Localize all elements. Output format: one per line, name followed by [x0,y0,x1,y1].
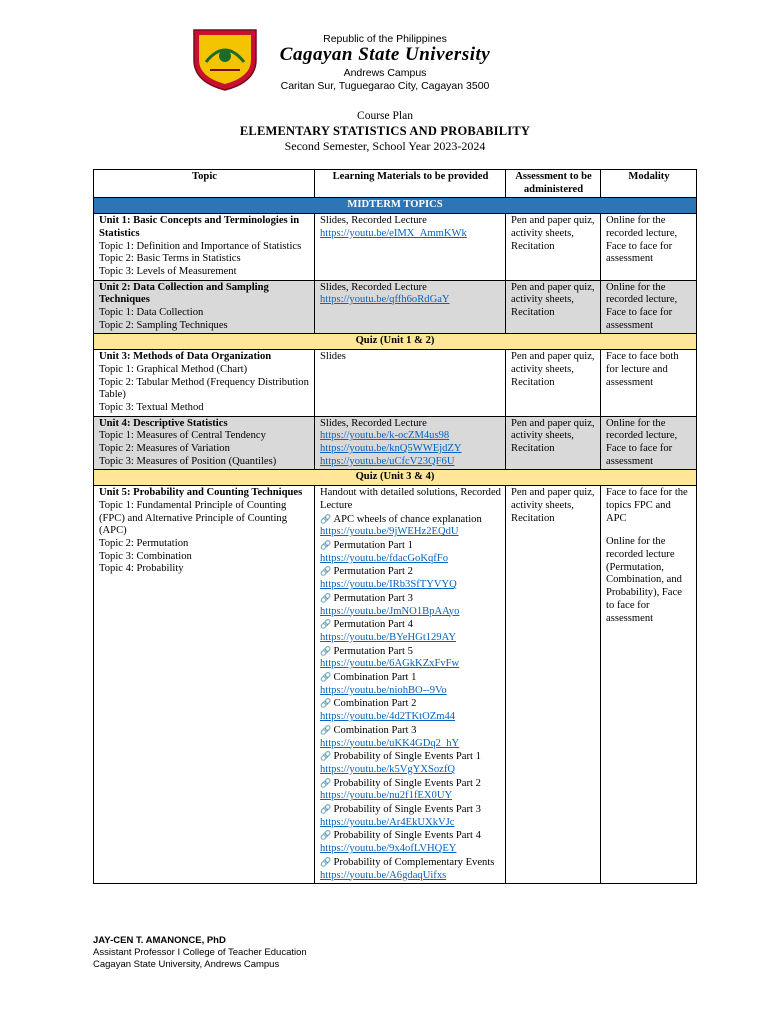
table-header-row [94,170,697,198]
unit2-topic-1: Topic 1: Data Collection [99,307,204,319]
unit5-modality-cell [601,486,697,884]
unit2-video-link[interactable]: https://youtu.be/qffh6oRdGaY [320,294,450,306]
author-institution: Cagayan State University, Andrews Campus [93,959,280,970]
spacer [606,525,692,536]
video-title: Permutation Part 5 [333,645,413,657]
video-link[interactable]: https://youtu.be/9jWEHz2EQdU [320,526,459,538]
link-icon: 🔗 [320,592,334,603]
video-link[interactable]: https://youtu.be/nu2f1fEX0UY [320,790,453,802]
unit1-topic-2: Topic 2: Basic Terms in Statistics [99,253,241,265]
unit4-topic-1: Topic 1: Measures of Central Tendency [99,430,266,442]
unit1-assessment: Pen and paper quiz, activity sheets, Recitation [506,214,601,281]
link-icon: 🔗 [320,830,334,841]
video-label [320,829,501,843]
unit5-topic-4: Topic 4: Probability [99,563,184,575]
unit3-materials: Slides [315,350,506,417]
course-plan-table [93,169,697,884]
unit4-assessment: Pen and paper quiz, activity sheets, Recitation [506,416,601,470]
link-icon: 🔗 [320,724,334,735]
unit4-topic-cell [94,416,315,470]
video-label [320,697,501,711]
unit3-title: Unit 3: Methods of Data Organization [99,351,272,363]
unit3-topic-3: Topic 3: Textual Method [99,401,204,413]
unit1-video-link[interactable]: https://youtu.be/eIMX_AmmKWk [320,227,467,239]
video-label [320,803,501,817]
video-list [320,513,501,883]
quiz1-label: Quiz (Unit 1 & 2) [94,334,697,350]
unit1-topic-3: Topic 3: Levels of Measurement [99,265,237,277]
campus-name: Andrews Campus [343,67,427,79]
link-icon: 🔗 [320,539,334,550]
video-title: Combination Part 3 [333,724,417,736]
unit5-materials: Handout with detailed solutions, Recorded Lecture [320,487,501,511]
video-link[interactable]: https://youtu.be/Ar4EkUXkVJc [320,816,455,828]
link-icon: 🔗 [320,777,334,788]
unit2-materials: Slides, Recorded Lecture [320,281,427,293]
table-row [94,486,697,884]
video-link[interactable]: https://youtu.be/k5VgYXSozfQ [320,763,456,775]
video-link[interactable]: https://youtu.be/IRb3SfTYVYQ [320,579,457,591]
unit3-topic-2: Topic 2: Tabular Method (Frequency Distribution Table) [99,376,309,401]
unit5-assessment: Pen and paper quiz, activity sheets, Recitation [506,486,601,884]
video-title: APC wheels of chance explanation [333,513,482,525]
unit5-title: Unit 5: Probability and Counting Techniques [99,487,303,499]
course-title: ELEMENTARY STATISTICS AND PROBABILITY [239,124,531,138]
video-title: Permutation Part 3 [333,592,413,604]
video-label [320,750,501,764]
video-link[interactable]: https://youtu.be/9x4ofLVHQEY [320,843,457,855]
video-link[interactable]: https://youtu.be/niohBO--9Vo [320,684,447,696]
unit4-video-link-2[interactable]: https://youtu.be/knQ5WWEjdZY [320,443,462,455]
video-link[interactable]: https://youtu.be/6AGkKZxFvFw [320,658,460,670]
unit3-assessment: Pen and paper quiz, activity sheets, Recitation [506,350,601,417]
unit3-topic-1: Topic 1: Graphical Method (Chart) [99,363,248,375]
video-label [320,539,501,553]
unit2-assessment: Pen and paper quiz, activity sheets, Recitation [506,280,601,334]
unit4-title: Unit 4: Descriptive Statistics [99,417,228,429]
video-link[interactable]: https://youtu.be/JmNO1BpAAyo [320,605,460,617]
header-assessment: Assessment to be administered [506,170,601,198]
table-row [94,280,697,334]
header-modality: Modality [601,170,697,198]
semester-label: Second Semester, School Year 2023-2024 [284,139,486,153]
unit5-topic-1: Topic 1: Fundamental Principle of Counting (FPC) and Alternative Principle of Counting (APC) [99,499,288,537]
unit2-topic-2: Topic 2: Sampling Techniques [99,319,228,331]
unit5-materials-cell [315,486,506,884]
link-icon: 🔗 [320,856,334,867]
video-link[interactable]: https://youtu.be/fdacGoKqfFo [320,552,448,564]
doc-type: Course Plan [357,110,413,122]
video-label [320,671,501,685]
unit4-materials-cell [315,416,506,470]
video-link[interactable]: https://youtu.be/BYeHGt129AY [320,631,456,643]
video-title: Probability of Complementary Events [333,856,495,868]
link-icon: 🔗 [320,566,334,577]
unit4-topic-3: Topic 3: Measures of Position (Quantiles) [99,455,277,467]
link-icon: 🔗 [320,804,334,815]
video-label [320,856,501,870]
video-label [320,513,501,527]
unit2-topic-cell [94,280,315,334]
video-title: Combination Part 2 [333,698,417,710]
author-position: Assistant Professor I College of Teacher Education [93,947,307,958]
link-icon: 🔗 [320,751,334,762]
link-icon: 🔗 [320,619,334,630]
video-label [320,565,501,579]
unit3-topic-cell [94,350,315,417]
video-label [320,724,501,738]
unit1-materials: Slides, Recorded Lecture [320,215,427,227]
unit4-video-link-1[interactable]: https://youtu.be/k-ocZM4us98 [320,430,450,442]
unit5-topic-3: Topic 3: Combination [99,550,192,562]
table-row [94,350,697,417]
video-label [320,777,501,791]
header-topic: Topic [94,170,315,198]
quiz2-label: Quiz (Unit 3 & 4) [94,470,697,486]
video-link[interactable]: https://youtu.be/uKK4GDq2_hY [320,737,460,749]
unit1-materials-cell [315,214,506,281]
video-label [320,645,501,659]
unit5-modality-2: Online for the recorded lecture (Permutation, Combination, and Probability), Face to face for assessment [606,536,682,624]
midterm-section-row [94,198,697,214]
unit4-topic-2: Topic 2: Measures of Variation [99,443,230,455]
unit2-materials-cell [315,280,506,334]
header-materials: Learning Materials to be provided [315,170,506,198]
campus-address: Caritan Sur, Tuguegarao City, Cagayan 3500 [280,80,490,92]
video-title: Probability of Single Events Part 1 [333,751,481,763]
republic-label: Republic of the Philippines [323,33,447,45]
video-label [320,592,501,606]
video-title: Permutation Part 2 [333,566,413,578]
unit5-topic-cell [94,486,315,884]
midterm-label: MIDTERM TOPICS [94,198,697,214]
unit4-modality: Online for the recorded lecture, Face to face for assessment [601,416,697,470]
unit5-topic-2: Topic 2: Permutation [99,537,189,549]
video-title: Permutation Part 1 [333,539,413,551]
quiz-row [94,470,697,486]
table-row [94,214,697,281]
author-name: JAY-CEN T. AMANONCE, PhD [93,935,226,946]
unit4-materials: Slides, Recorded Lecture [320,417,427,429]
unit2-modality: Online for the recorded lecture, Face to face for assessment [601,280,697,334]
video-title: Probability of Single Events Part 4 [333,830,481,842]
table-row [94,416,697,470]
video-title: Permutation Part 4 [333,619,413,631]
video-title: Probability of Single Events Part 3 [333,804,481,816]
video-title: Combination Part 1 [333,672,417,684]
video-link[interactable]: https://youtu.be/A6gdaqUifxs [320,869,447,881]
unit1-topic-1: Topic 1: Definition and Importance of Statistics [99,240,302,252]
unit5-modality-1: Face to face for the topics FPC and APC [606,487,688,524]
link-icon: 🔗 [320,698,334,709]
unit1-title: Unit 1: Basic Concepts and Terminologies in Statistics [99,215,300,239]
unit1-modality: Online for the recorded lecture, Face to face for assessment [601,214,697,281]
unit3-modality: Face to face both for lecture and assessment [601,350,697,417]
video-link[interactable]: https://youtu.be/4d2TKtOZm44 [320,711,456,723]
link-icon: 🔗 [320,645,334,656]
link-icon: 🔗 [320,513,334,524]
video-title: Probability of Single Events Part 2 [333,777,481,789]
link-icon: 🔗 [320,672,334,683]
unit1-topic-cell [94,214,315,281]
video-label [320,618,501,632]
unit4-video-link-3[interactable]: https://youtu.be/uCfcV23QF6U [320,455,455,467]
university-name: Cagayan State University [279,44,491,65]
unit2-title: Unit 2: Data Collection and Sampling Techniques [99,281,269,306]
quiz-row [94,334,697,350]
